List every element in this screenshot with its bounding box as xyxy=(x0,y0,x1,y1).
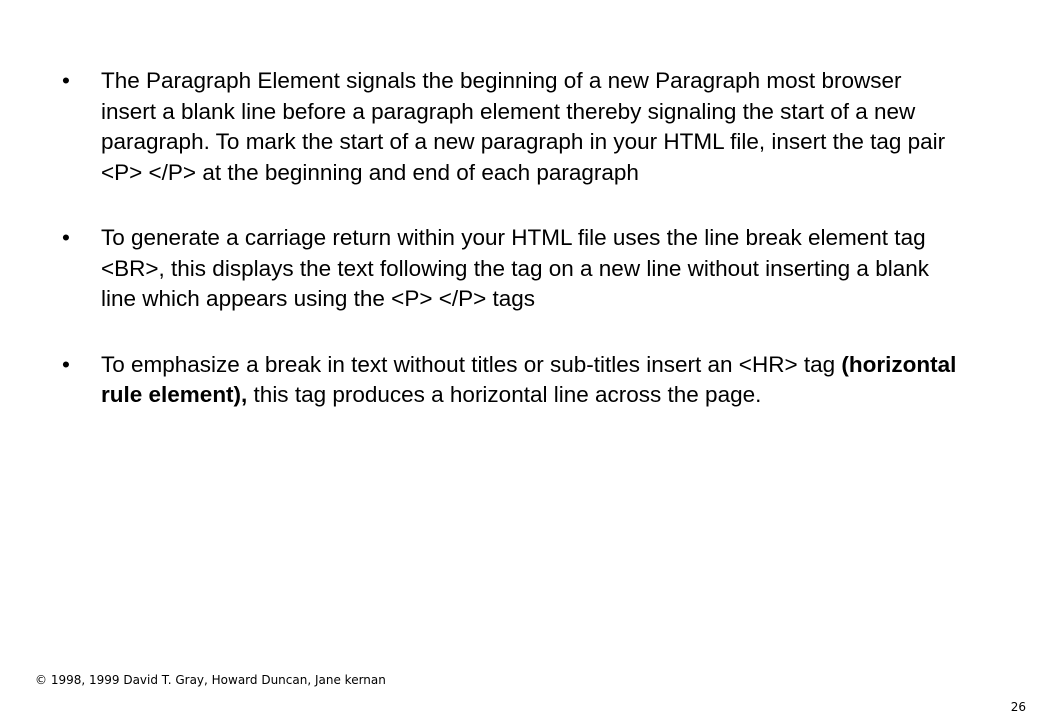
bullet-text: The Paragraph Element signals the beginning of a new Paragraph most browser insert a blank line before a paragraph element thereby signaling the start of a new paragraph. To mark the start of a new paragraph in your HTML file, insert the tag pair <P> </P> at the beginning and end of each paragraph xyxy=(101,68,946,185)
bullet-item-paragraph-element xyxy=(62,66,962,188)
bullet-text-bold: (horizontal rule element), xyxy=(101,351,957,407)
bullet-text-after: this tag produces a horizontal line across the page. xyxy=(247,382,762,407)
bullet-item-line-break xyxy=(62,223,962,315)
bullet-dot: • xyxy=(62,68,70,93)
bullet-dot: • xyxy=(62,225,70,250)
bullet-text: To generate a carriage return within your HTML file uses the line break element tag <BR>, this displays the text following the tag on a new line without inserting a blank line which appears using the <P> </P> tags xyxy=(101,225,929,311)
bullet-text-before: To emphasize a break in text without titles or sub-titles insert an <HR> tag xyxy=(101,351,842,377)
copyright-footer: © 1998, 1999 David T. Gray, Howard Duncan, Jane kernan xyxy=(35,673,386,687)
page-number: 26 xyxy=(1010,700,1026,714)
bullet-list xyxy=(62,66,962,446)
bullet-item-horizontal-rule xyxy=(62,350,962,411)
bullet-dot: • xyxy=(62,351,70,377)
